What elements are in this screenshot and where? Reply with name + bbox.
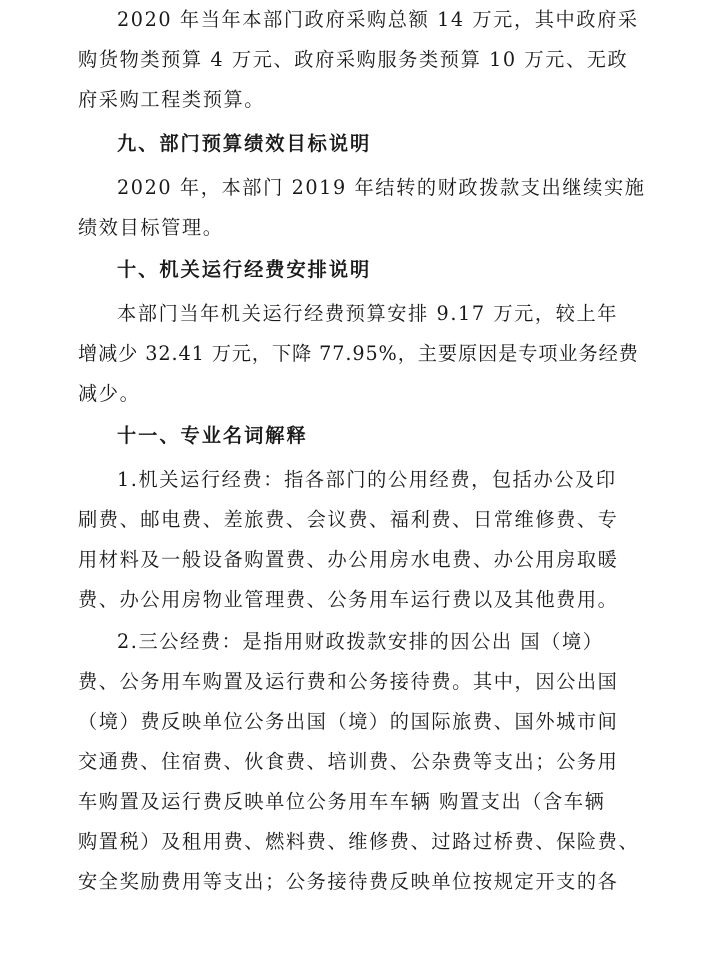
- term-operating-cost-line-2: 刷费、邮电费、差旅费、会议费、福利费、日常维修费、专: [78, 508, 619, 531]
- paragraph-procurement-line-3: 府采购工程类预算。: [78, 88, 266, 111]
- paragraph-performance-line-2: 绩效目标管理。: [78, 216, 224, 239]
- paragraph-operating-cost-line-1: 本部门当年机关运行经费预算安排 9.17 万元，较上年: [117, 302, 619, 325]
- section-heading-10: 十、机关运行经费安排说明: [117, 258, 372, 281]
- paragraph-procurement-line-2: 购货物类预算 4 万元、政府采购服务类预算 10 万元、无政: [78, 48, 629, 71]
- paragraph-procurement-line-1: 2020 年当年本部门政府采购总额 14 万元，其中政府采: [117, 8, 639, 31]
- section-heading-9: 九、部门预算绩效目标说明: [117, 132, 372, 155]
- term-operating-cost-line-1: 1.机关运行经费：指各部门的公用经费，包括办公及印: [117, 468, 617, 491]
- term-operating-cost-line-3: 用材料及一般设备购置费、办公用房水电费、办公用房取暖: [78, 548, 619, 571]
- paragraph-operating-cost-line-2: 增减少 32.41 万元，下降 77.95%，主要原因是专项业务经费: [78, 342, 639, 365]
- term-three-public-line-7: 安全奖励费用等支出；公务接待费反映单位按规定开支的各: [78, 870, 619, 893]
- term-three-public-line-6: 购置税）及租用费、燃料费、维修费、过路过桥费、保险费、: [78, 830, 640, 853]
- term-three-public-line-1: 2.三公经费：是指用财政拨款安排的因公出 国（境）: [117, 630, 604, 653]
- term-three-public-line-4: 交通费、住宿费、伙食费、培训费、公杂费等支出；公务用: [78, 750, 619, 773]
- term-three-public-line-3: （境）费反映单位公务出国（境）的国际旅费、国外城市间: [78, 710, 619, 733]
- term-operating-cost-line-4: 费、办公用房物业管理费、公务用车运行费以及其他费用。: [78, 588, 619, 611]
- section-heading-11: 十一、专业名词解释: [117, 424, 308, 447]
- term-three-public-line-2: 费、公务用车购置及运行费和公务接待费。其中，因公出国: [78, 670, 619, 693]
- paragraph-performance-line-1: 2020 年，本部门 2019 年结转的财政拨款支出继续实施: [117, 176, 646, 199]
- paragraph-operating-cost-line-3: 减少。: [78, 382, 141, 405]
- term-three-public-line-5: 车购置及运行费反映单位公务用车车辆 购置支出（含车辆: [78, 790, 606, 813]
